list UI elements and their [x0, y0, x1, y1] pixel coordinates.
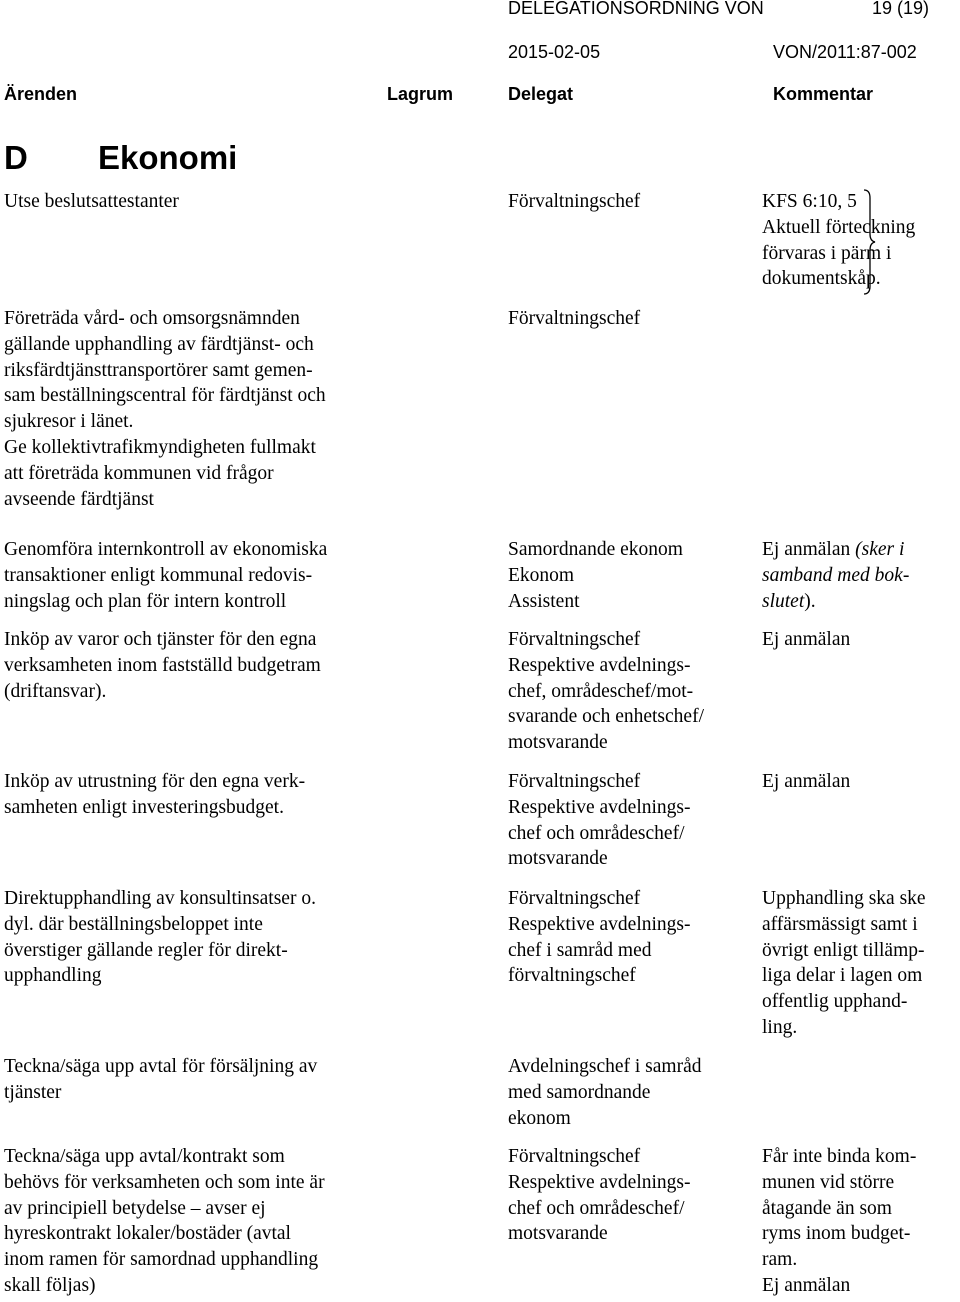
row-2-kommentar-text: slutet — [762, 590, 805, 612]
row-0-arende-line: Utse beslutsattestanter — [4, 191, 179, 212]
row-7-kommentar-line: ryms inom budget- — [762, 1223, 911, 1245]
row-0-kommentar — [762, 189, 915, 292]
row-7-arende-line: skall följas) — [4, 1274, 96, 1296]
row-2-kommentar — [762, 537, 909, 614]
row-2-arende-line: Genomföra internkontroll av ekonomiska — [4, 539, 328, 560]
row-7-kommentar-line: munen vid större — [762, 1171, 895, 1193]
row-5-kommentar-line: offentlig upphand- — [762, 991, 908, 1013]
row-4-kommentar — [762, 769, 850, 795]
row-7-delegat-line: motsvarande — [508, 1223, 608, 1245]
section-letter: D — [4, 139, 28, 176]
row-2-delegat-line: Assistent — [508, 590, 580, 612]
row-7-kommentar-line: åtagande än som — [762, 1197, 892, 1219]
column-header-delegat: Delegat — [508, 84, 574, 104]
row-7-arende — [4, 1144, 325, 1299]
row-5-kommentar-line: liga delar i lagen om — [762, 965, 923, 987]
row-4-delegat-line: chef och områdeschef/ — [508, 822, 685, 844]
row-7-delegat — [508, 1144, 691, 1247]
row-7-kommentar — [762, 1144, 916, 1299]
row-4-delegat-line: Respektive avdelnings- — [508, 796, 691, 818]
row-5-kommentar-line: affärsmässigt samt i — [762, 913, 918, 935]
row-2-kommentar-suffix: ). — [804, 590, 816, 612]
column-header-arenden: Ärenden — [4, 84, 78, 104]
row-2-kommentar-line — [762, 537, 909, 563]
row-3-delegat — [508, 627, 704, 756]
row-5-delegat-line: förvaltningschef — [508, 965, 636, 987]
row-6-delegat-line: ekonom — [508, 1107, 571, 1129]
row-5-kommentar-line: övrigt enligt tillämp- — [762, 939, 925, 961]
row-6-delegat-line: med samordnande — [508, 1081, 651, 1103]
row-2-arende-line: transaktioner enligt kommunal redovis- — [4, 564, 313, 586]
row-3-arende-line: Inköp av varor och tjänster för den egna — [4, 629, 317, 650]
row-3-delegat-line: chef, områdeschef/mot- — [508, 680, 694, 702]
row-1-delegat-line: Förvaltningschef — [508, 308, 641, 329]
row-3-kommentar-line: Ej anmälan — [762, 629, 851, 650]
row-2-arende-line: ningslag och plan för intern kontroll — [4, 590, 287, 612]
column-header-kommentar: Kommentar — [773, 84, 874, 104]
row-3-delegat-line: svarande och enhetschef/ — [508, 706, 704, 728]
row-2-arende — [4, 537, 327, 614]
row-2-kommentar-text: Ej anmälan — [762, 539, 851, 560]
row-5-delegat-line: chef i samråd med — [508, 939, 652, 961]
section-title: Ekonomi — [98, 139, 238, 176]
row-5-kommentar-line: Upphandling ska ske — [762, 888, 926, 909]
row-1-arende-line: att företräda kommunen vid frågor — [4, 462, 274, 484]
row-7-arende-line: inom ramen för samordnad upphandling — [4, 1249, 319, 1271]
column-header-lagrum: Lagrum — [387, 84, 454, 104]
row-4-kommentar-line: Ej anmälan — [762, 771, 851, 792]
row-1-arende-line: Företräda vård- och omsorgsnämnden — [4, 308, 300, 329]
row-3-arende-line: verksamheten inom fastställd budgetram — [4, 654, 321, 676]
row-3-delegat-line: Respektive avdelnings- — [508, 654, 691, 676]
row-5-arende-line: överstiger gällande regler för direkt- — [4, 939, 288, 961]
row-3-arende — [4, 627, 321, 704]
row-6-arende-line: Teckna/säga upp avtal för försäljning av — [4, 1056, 318, 1077]
row-3-delegat-line: motsvarande — [508, 732, 608, 754]
row-5-arende — [4, 886, 316, 989]
row-7-arende-line: hyreskontrakt lokaler/bostäder (avtal — [4, 1223, 291, 1245]
row-4-arende-line: Inköp av utrustning för den egna verk- — [4, 771, 306, 792]
row-0-kommentar-line: Aktuell förteckning — [762, 216, 916, 238]
document-title: DELEGATIONSORDNING VON — [508, 0, 764, 18]
row-7-kommentar-line: Får inte binda kom- — [762, 1146, 917, 1167]
row-3-arende-line: (driftansvar). — [4, 680, 107, 702]
row-2-kommentar-line — [762, 589, 909, 615]
row-2-kommentar-line: samband med bok- — [762, 564, 910, 586]
row-6-delegat — [508, 1054, 702, 1131]
row-5-arende-line: dyl. där beställningsbeloppet inte — [4, 913, 263, 935]
row-0-arende — [4, 189, 179, 215]
row-0-kommentar-line: dokumentskåp. — [762, 268, 881, 290]
row-7-delegat-line: chef och områdeschef/ — [508, 1197, 685, 1219]
row-1-delegat — [508, 306, 640, 332]
row-1-arende — [4, 306, 326, 512]
row-0-kommentar-line: KFS 6:10, 5 — [762, 191, 857, 212]
row-7-arende-line: av principiell betydelse – avser ej — [4, 1197, 266, 1219]
row-2-delegat — [508, 537, 683, 614]
row-2-kommentar-suffix: (sker i — [850, 539, 905, 560]
row-1-arende-line: Ge kollektivtrafikmyndigheten fullmakt — [4, 436, 316, 458]
row-4-arende-line: samheten enligt investeringsbudget. — [4, 796, 284, 818]
row-1-arende-line: avseende färdtjänst — [4, 488, 154, 510]
row-6-arende-line: tjänster — [4, 1081, 62, 1103]
row-7-arende-line: Teckna/säga upp avtal/kontrakt som — [4, 1146, 285, 1167]
document-reference: VON/2011:87-002 — [773, 42, 917, 62]
row-2-delegat-line: Samordnande ekonom — [508, 539, 683, 560]
row-0-delegat — [508, 189, 640, 215]
row-7-delegat-line: Förvaltningschef — [508, 1146, 641, 1167]
row-7-kommentar-line: ram. — [762, 1249, 798, 1271]
row-5-delegat — [508, 886, 691, 989]
row-1-arende-line: gällande upphandling av färdtjänst- och — [4, 333, 314, 355]
row-1-arende-line: sam beställningscentral för färdtjänst och — [4, 385, 326, 407]
row-5-delegat-line: Respektive avdelnings- — [508, 913, 691, 935]
row-4-delegat-line: motsvarande — [508, 848, 608, 870]
row-4-arende — [4, 769, 305, 821]
row-5-arende-line: Direktupphandling av konsultinsatser o. — [4, 888, 316, 909]
page-number: 19 (19) — [872, 0, 930, 18]
row-7-arende-line: behövs för verksamheten och som inte är — [4, 1171, 325, 1193]
row-5-kommentar — [762, 886, 926, 1041]
row-3-kommentar — [762, 627, 850, 653]
row-4-delegat — [508, 769, 691, 872]
row-5-kommentar-line: ling. — [762, 1016, 798, 1038]
row-5-arende-line: upphandling — [4, 965, 102, 987]
row-1-arende-line: riksfärdtjänsttransportörer samt gemen- — [4, 359, 313, 381]
row-0-kommentar-line: förvaras i pärm i — [762, 242, 892, 264]
row-7-delegat-line: Respektive avdelnings- — [508, 1171, 691, 1193]
row-4-delegat-line: Förvaltningschef — [508, 771, 641, 792]
row-5-delegat-line: Förvaltningschef — [508, 888, 641, 909]
row-7-kommentar-line: Ej anmälan — [762, 1274, 851, 1296]
row-6-delegat-line: Avdelningschef i samråd — [508, 1056, 702, 1077]
row-3-delegat-line: Förvaltningschef — [508, 629, 641, 650]
document-date: 2015-02-05 — [508, 42, 601, 62]
row-6-arende — [4, 1054, 317, 1106]
row-2-delegat-line: Ekonom — [508, 564, 575, 586]
row-1-arende-line: sjukresor i länet. — [4, 411, 134, 433]
row-0-delegat-line: Förvaltningschef — [508, 191, 641, 212]
